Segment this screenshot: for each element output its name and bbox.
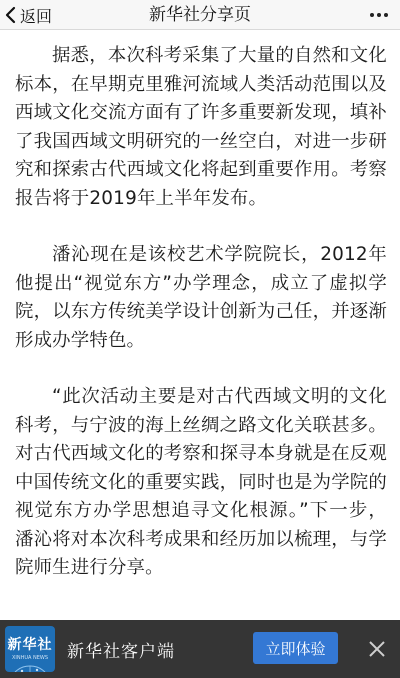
article-body xyxy=(15,42,387,583)
more-dots-icon xyxy=(370,13,374,17)
more-dots-icon xyxy=(384,13,388,17)
close-banner-button[interactable] xyxy=(365,637,389,661)
open-app-button[interactable]: 立即体验 xyxy=(253,632,338,664)
globe-icon xyxy=(10,662,50,672)
logo-text: 新华社 xyxy=(7,637,53,653)
xinhua-logo xyxy=(5,626,55,672)
nav-bar xyxy=(0,0,400,30)
more-dots-icon xyxy=(377,13,381,17)
close-icon xyxy=(368,640,386,658)
page-title: 新华社分享页 xyxy=(149,5,251,25)
more-button[interactable] xyxy=(366,4,392,26)
logo-subtext: XINHUA NEWS xyxy=(11,655,49,661)
back-button[interactable] xyxy=(4,3,52,27)
article-paragraph: “此次活动主要是对古代西域文明的文化科考，与宁波的海上丝绸之路文化关联甚多。对古代西域文化的考察和探寻本身就是在反观中国传统文化的重要实践，同时也是为学院的视觉东方办学思想追寻文化根源。”下一步，潘沁将对本次科考成果和经历加以梳理，与学院师生进行分享。 xyxy=(15,386,387,578)
app-download-banner xyxy=(0,620,400,678)
article-paragraph: 据悉，本次科考采集了大量的自然和文化标本，在早期克里雅河流域人类活动范围以及西域文化交流方面有了许多重要新发现，填补了我国西域文明研究的一丝空白，对进一步研究和探索古代西域文化将起到重要作用。考察报告将于2019年上半年发布。 xyxy=(15,45,387,209)
article-paragraph: 潘沁现在是该校艺术学院院长，2012年他提出“视觉东方”办学理念，成立了虚拟学院，以东方传统美学设计创新为己任，并逐渐形成办学特色。 xyxy=(15,244,387,351)
back-label: 返回 xyxy=(20,6,53,26)
chevron-left-icon xyxy=(4,6,18,24)
app-name: 新华社客户端 xyxy=(67,642,175,662)
